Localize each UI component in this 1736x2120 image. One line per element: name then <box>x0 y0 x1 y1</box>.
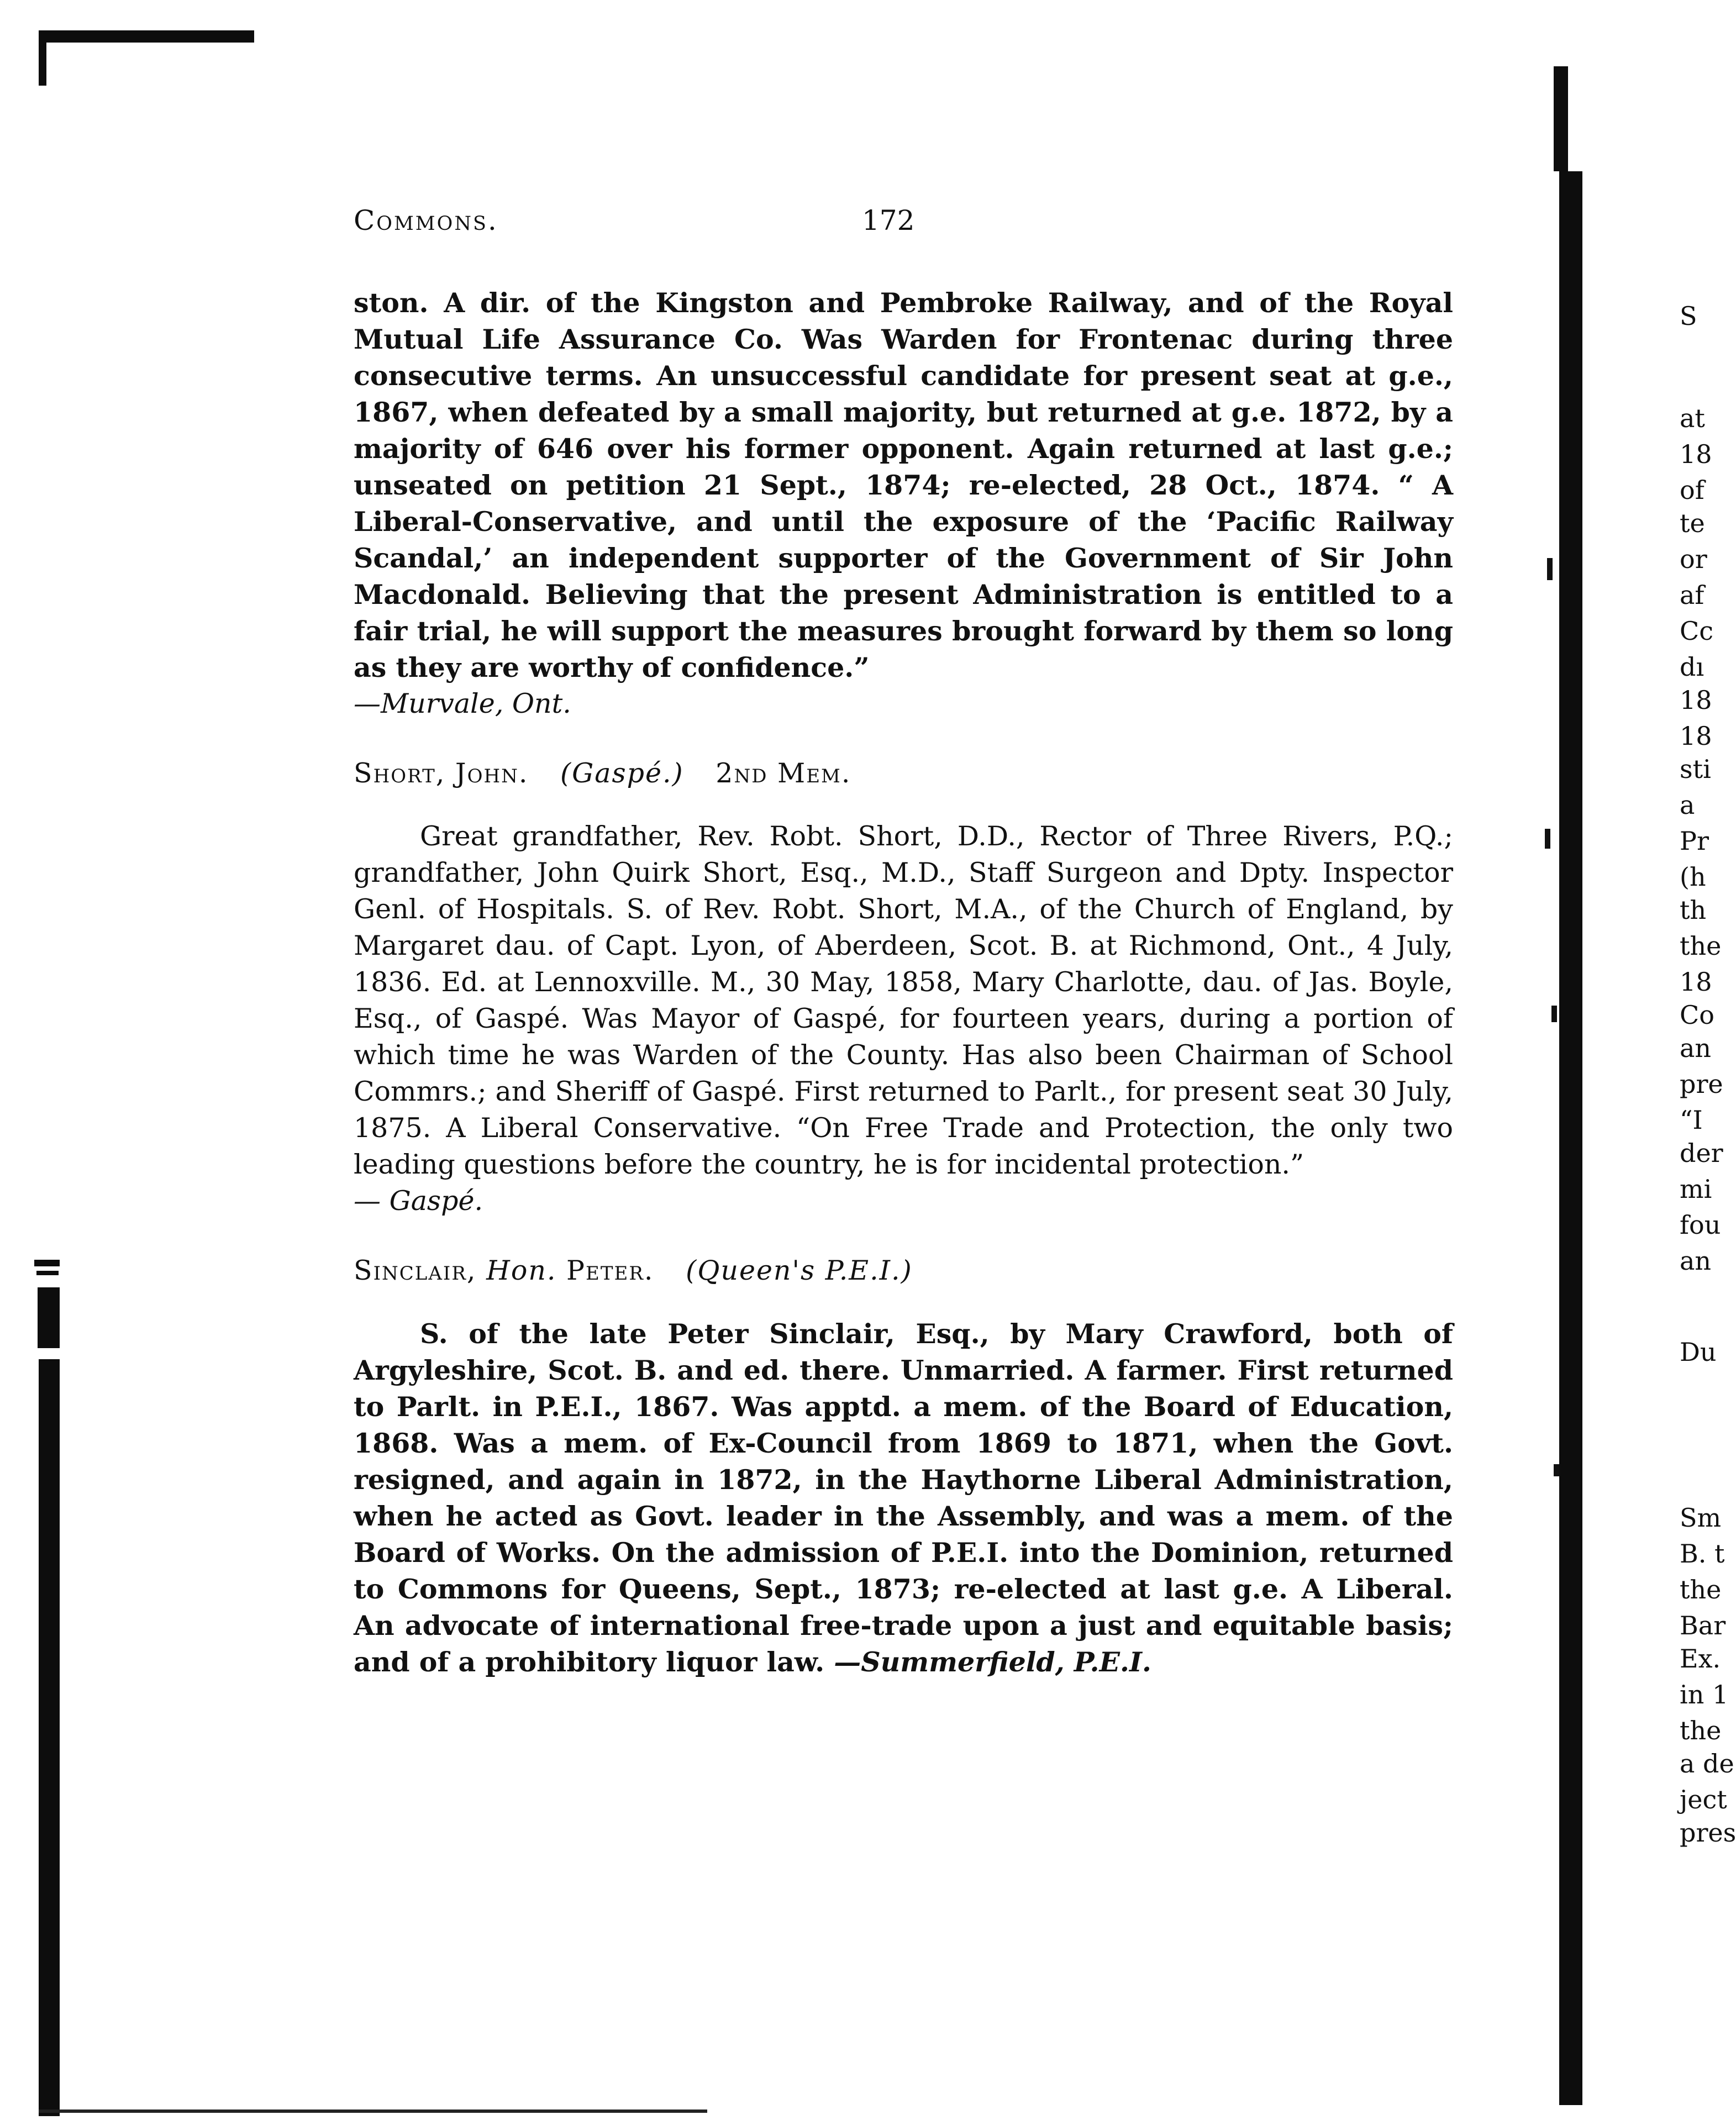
adjacent-page-fragment: mi <box>1680 1174 1712 1204</box>
spine-mark <box>1551 1006 1557 1022</box>
adjacent-page-fragment: Ex. <box>1680 1644 1721 1674</box>
adjacent-page-fragment: a de <box>1680 1749 1734 1779</box>
adjacent-page-fragment: th <box>1680 895 1707 925</box>
adjacent-page-fragment: Du <box>1680 1337 1717 1367</box>
scan-bottom-rule <box>39 2110 707 2113</box>
member-note: 2nd Mem. <box>716 757 851 789</box>
adjacent-page-fragment: sti <box>1680 754 1711 784</box>
adjacent-page-fragment: 18 <box>1680 721 1712 751</box>
adjacent-page-fragment: af <box>1680 580 1705 610</box>
spine-mark <box>1545 829 1550 849</box>
entry-residence: — Gaspé. <box>354 1185 483 1217</box>
spine-mark <box>1554 1464 1559 1476</box>
adjacent-page-fragment: the <box>1680 931 1722 961</box>
adjacent-page-fragment: dı <box>1680 652 1705 682</box>
scan-left-edge-bar <box>39 1359 60 2116</box>
adjacent-page-fragment: B. t <box>1680 1539 1725 1569</box>
member-name: Sinclair, <box>354 1255 477 1286</box>
adjacent-page-fragment: the <box>1680 1716 1722 1745</box>
text-column <box>354 285 1453 1680</box>
adjacent-page-fragment: 18 <box>1680 685 1712 715</box>
entry-body <box>354 1316 1453 1680</box>
book-spine-shadow <box>1559 171 1582 2105</box>
adjacent-page-fragment: Cc <box>1680 616 1713 646</box>
adjacent-page-fragment: (h <box>1680 862 1706 892</box>
adjacent-page-fragment: te <box>1680 508 1705 538</box>
running-head <box>354 204 1459 243</box>
adjacent-page-fragment: or <box>1680 544 1707 574</box>
adjacent-page-fragment: a <box>1680 790 1695 820</box>
constituency: (Gaspé.) <box>560 757 684 789</box>
member-name: Short, John. <box>354 757 529 789</box>
adjacent-page-fragment: “I <box>1680 1105 1703 1135</box>
adjacent-page-fragment: of <box>1680 475 1705 505</box>
adjacent-page-fragment: Pr <box>1680 826 1709 856</box>
adjacent-page-fragment: an <box>1680 1246 1712 1276</box>
entry-short-john <box>354 755 1453 1219</box>
member-given-name: Peter. <box>566 1255 654 1286</box>
adjacent-page-fragment: pre <box>1680 1069 1723 1099</box>
entry-residence: —Murvale, Ont. <box>354 688 571 719</box>
adjacent-page-fragment: in 1 <box>1680 1680 1729 1709</box>
adjacent-page-fragment: pres <box>1680 1818 1736 1848</box>
section-title: Commons. <box>354 204 498 236</box>
adjacent-page-fragment: S <box>1680 301 1697 331</box>
adjacent-page-fragment: der <box>1680 1138 1723 1168</box>
adjacent-page-fragment: 18 <box>1680 439 1712 469</box>
adjacent-page-fragment: Co <box>1680 1000 1714 1030</box>
scan-left-edge-mark <box>38 1287 60 1348</box>
scan-left-edge-mark <box>34 1260 60 1266</box>
adjacent-page-fragment: at <box>1680 403 1705 433</box>
entry-heading <box>354 755 1453 792</box>
scan-corner-mark-top <box>39 30 254 43</box>
entry-sinclair-peter <box>354 1253 1453 1680</box>
scan-corner-mark-left <box>39 30 46 86</box>
adjacent-page-edge <box>1680 0 1736 2120</box>
page-number: 172 <box>862 204 915 236</box>
adjacent-page-fragment: Sm <box>1680 1503 1722 1533</box>
constituency: (Queen's P.E.I.) <box>686 1255 913 1286</box>
entry-body: ston. A dir. of the Kingston and Pembroke Railway, and of the Royal Mutual Life Assurance Co. Was Warden for Frontenac during three consecutive terms. An unsuccessful candidate for present seat at g.e., 1867, when defeated by a small majority, but returned at g.e. 1872, by a majority of 646 over his former opponent. Again returned at last g.e.; unseated on petition 21 Sept., 1874; re-elected, 28 Oct., 1874. “ A Liberal-Conservative, and until the exposure of the ‘Pacific Railway Scandal,’ an independent supporter of the Government of Sir John Macdonald. Believing that the present Administration is entitled to a fair trial, he will support the measures brought forward by them so long as they are worthy of confidence.” <box>354 287 1453 683</box>
adjacent-page-fragment: fou <box>1680 1210 1721 1240</box>
entry-body: Great grandfather, Rev. Robt. Short, D.D., Rector of Three Rivers, P.Q.; grandfather, John Quirk Short, Esq., M.D., Staff Surgeon and Dpty. Inspector Genl. of Hospitals. S. of Rev. Robt. Short, M.A., of the Church of England, by Margaret dau. of Capt. Lyon, of Aberdeen, Scot. B. at Richmond, Ont., 4 July, 1836. Ed. at Lennoxville. M., 30 May, 1858, Mary Charlotte, dau. of Jas. Boyle, Esq., of Gaspé. Was Mayor of Gaspé, for fourteen years, during a portion of which time he was Warden of the County. Has also been Chairman of School Commrs.; and Sheriff of Gaspé. First returned to Parlt., for present seat 30 July, 1875. A Liberal Conservative. “On Free Trade and Protection, the only two leading questions before the country, he is for incidental protection.” <box>354 820 1453 1180</box>
entry-residence: —Summerfield, P.E.I. <box>834 1646 1151 1678</box>
member-title: Hon. <box>486 1255 557 1286</box>
scan-left-edge-mark <box>36 1271 59 1275</box>
adjacent-page-fragment: the <box>1680 1575 1722 1605</box>
entry-continued <box>354 285 1453 722</box>
spine-mark <box>1547 558 1553 580</box>
entry-body-text: S. of the late Peter Sinclair, Esq., by Mary Crawford, both of Argyleshire, Scot. B. and ed. there. Unmarried. A farmer. First returned to Parlt. in P.E.I., 1867. Was apptd. a mem. of the Board of Education, 1868. Was a mem. of Ex-Council from 1869 to 1871, when the Govt. resigned, and again in 1872, in the Haythorne Liberal Administration, when he acted as Govt. leader in the Assembly, and was a mem. of the Board of Works. On the admission of P.E.I. into the Dominion, returned to Commons for Queens, Sept., 1873; re-elected at last g.e. A Liberal. An advocate of international free-trade upon a just and equitable basis; and of a prohibitory liquor law. <box>354 1318 1453 1678</box>
adjacent-page-fragment: ject <box>1680 1785 1727 1814</box>
book-spine-shadow <box>1554 66 1568 171</box>
adjacent-page-fragment: Bar <box>1680 1611 1726 1640</box>
entry-heading <box>354 1253 1453 1289</box>
adjacent-page-fragment: an <box>1680 1033 1712 1063</box>
adjacent-page-fragment: 18 <box>1680 967 1712 997</box>
